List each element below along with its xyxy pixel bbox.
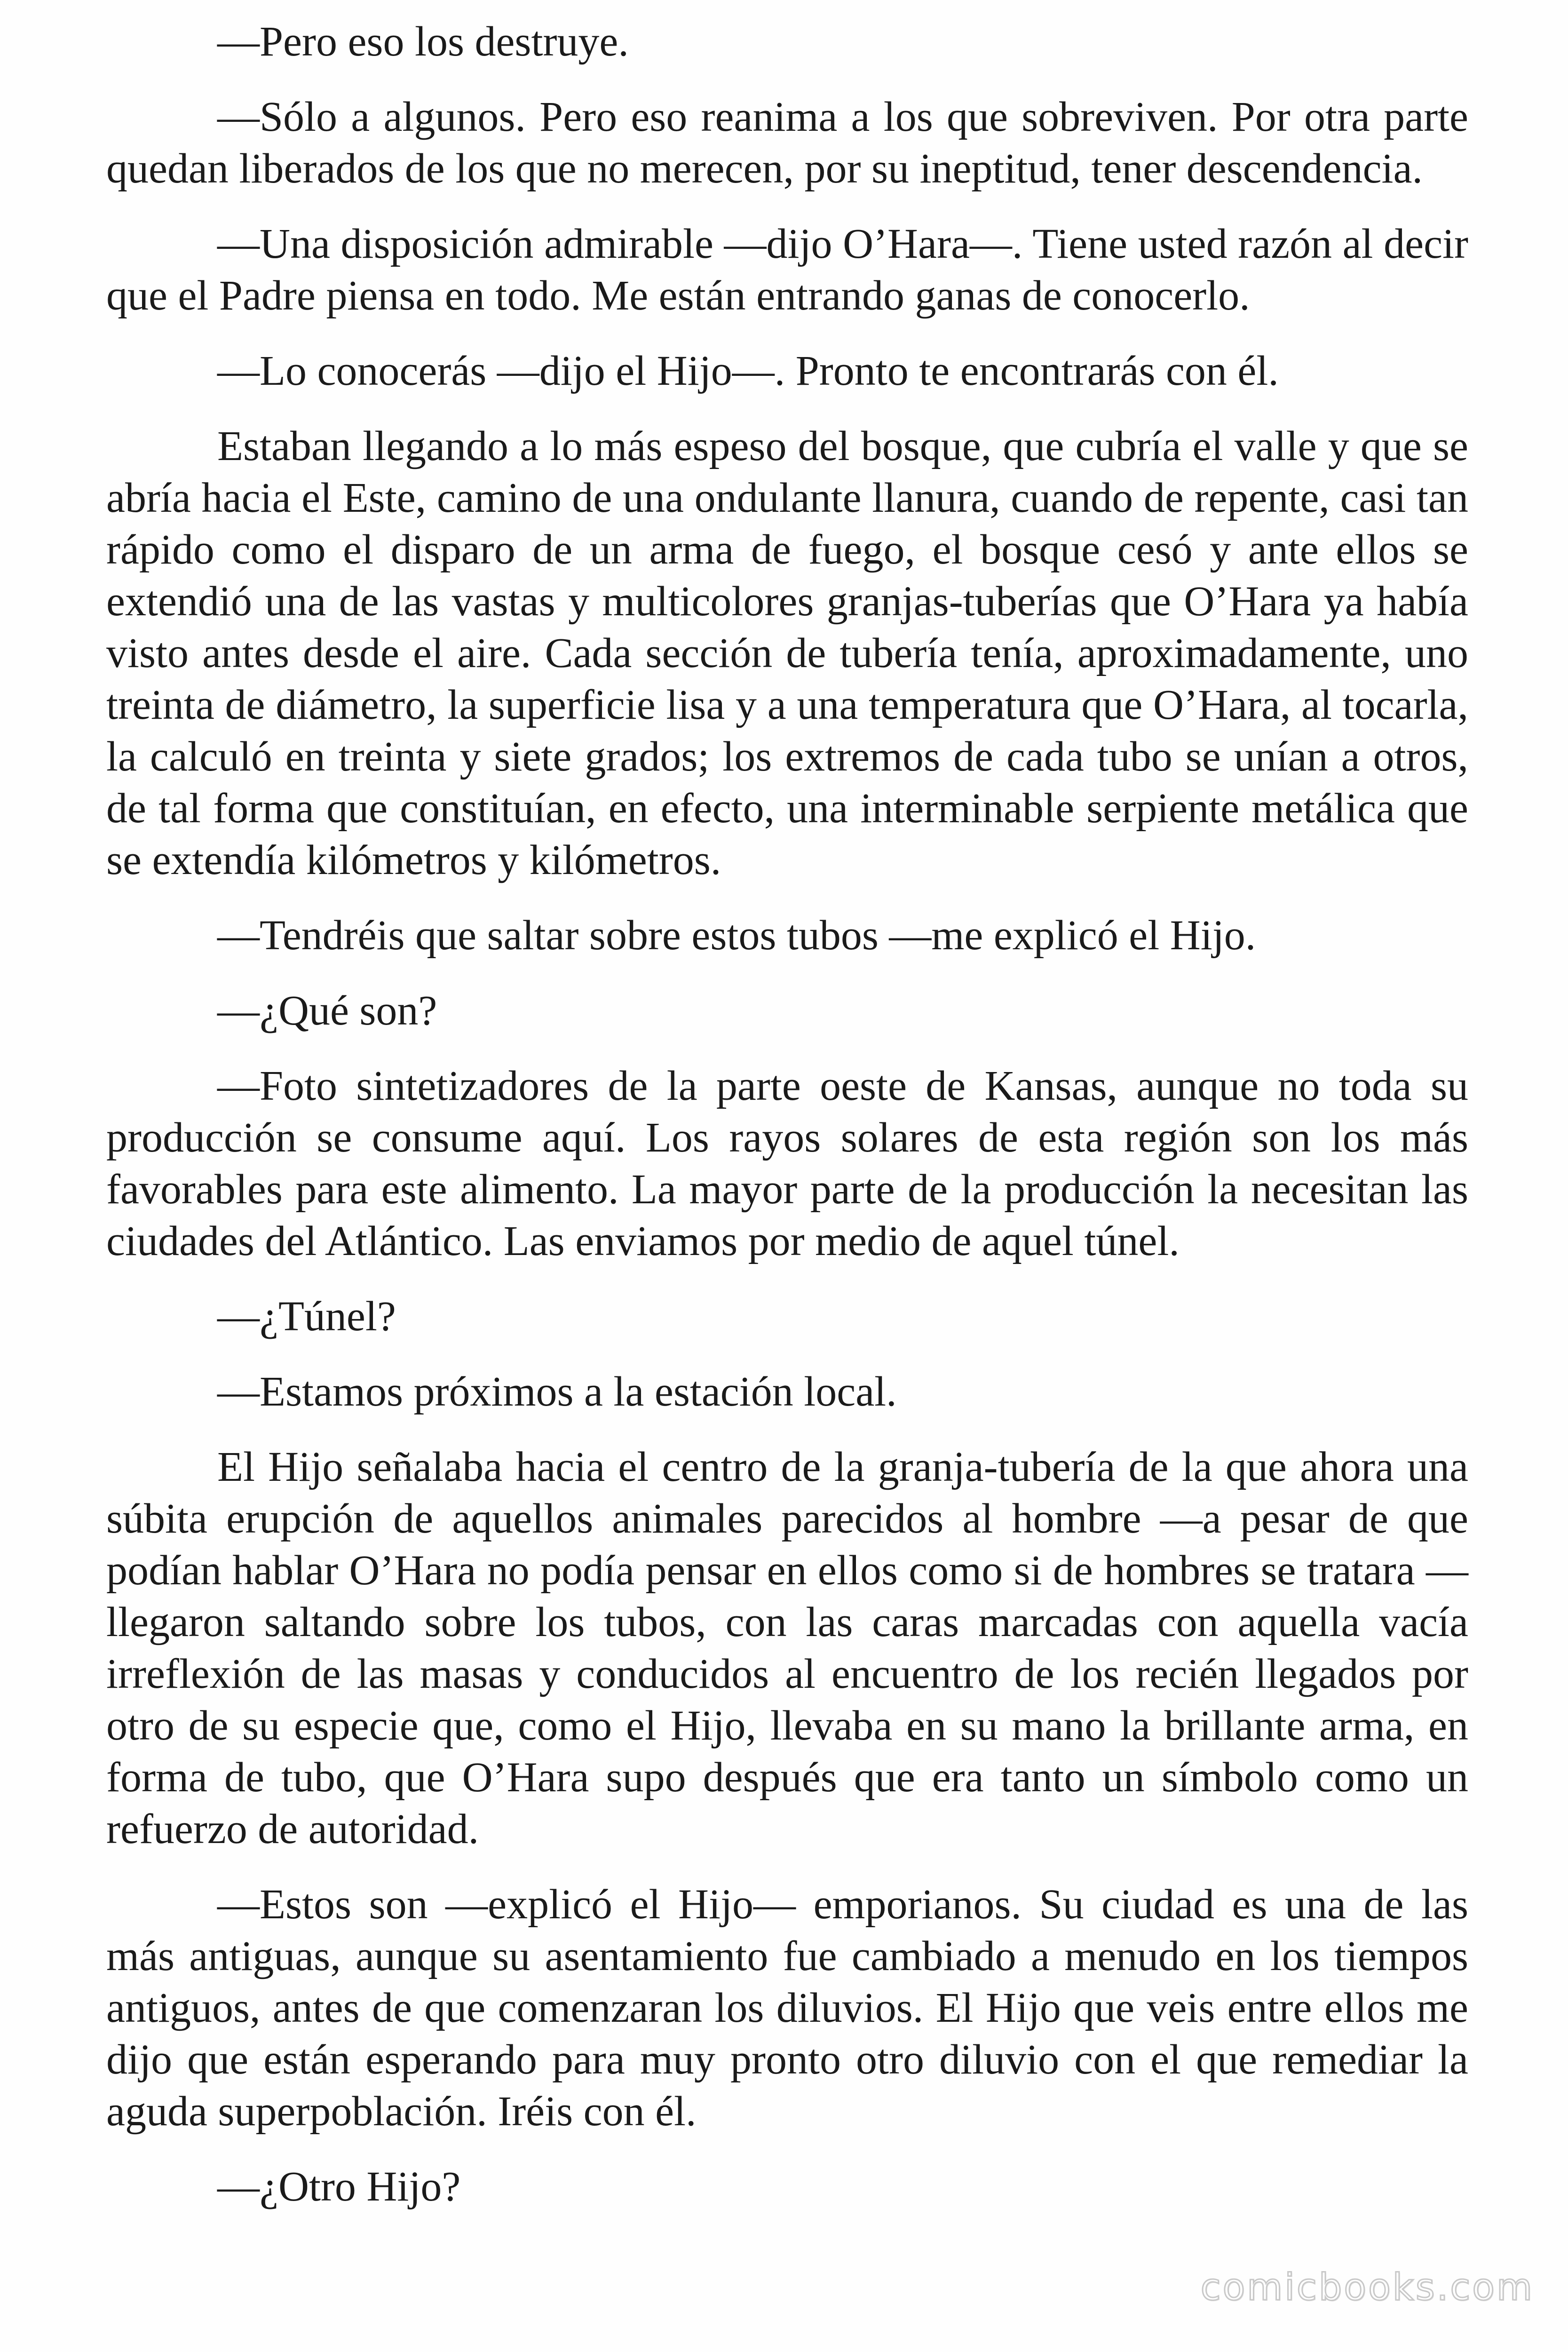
paragraph: —Sólo a algunos. Pero eso reanima a los que sobreviven. Por otra parte quedan liberados de los que no merecen, por su ineptitud, tener descendencia. — [106, 94, 1468, 192]
paragraph: —¿Qué son? — [217, 987, 437, 1034]
paragraph: —Tendréis que saltar sobre estos tubos —me explicó el Hijo. — [217, 912, 1256, 959]
watermark: comicbooks.com — [1200, 2266, 1534, 2309]
paragraph: —¿Otro Hijo? — [217, 2163, 461, 2210]
body-text — [106, 16, 1468, 2236]
paragraph: —Foto sintetizadores de la parte oeste de Kansas, aunque no toda su producción se consume aquí. Los rayos solares de esta región son los más favorables para este alimento. La mayor parte de la producción la necesitan las ciudades del Atlántico. Las enviamos por medio de aquel túnel. — [106, 1063, 1468, 1264]
paragraph: El Hijo señalaba hacia el centro de la granja-tubería de la que ahora una súbita erupción de aquellos animales parecidos al hombre —a pesar de que podían hablar O’Hara no podía pensar en ellos como si de hombres se tratara — llegaron saltando sobre los tubos, con las caras marcadas con aquella vacía irreflexión de las masas y conducidos al encuentro de los recién llegados por otro de su especie que, como el Hijo, llevaba en su mano la brillante arma, en forma de tubo, que O’Hara supo después que era tanto un símbolo como un refuerzo de autoridad. — [106, 1444, 1468, 1852]
paragraph: —Pero eso los destruye. — [217, 18, 629, 65]
paragraph: —¿Túnel? — [217, 1293, 396, 1340]
paragraph: —Estos son —explicó el Hijo— emporianos. Su ciudad es una de las más antiguas, aunque su asentamiento fue cambiado a menudo en los tiempos antiguos, antes de que comenzaran los diluvios. El Hijo que veis entre ellos me dijo que están esperando para muy pronto otro diluvio con el que remediar la aguda superpoblación. Iréis con él. — [106, 1881, 1468, 2135]
paragraph: —Estamos próximos a la estación local. — [217, 1368, 897, 1415]
paragraph: —Una disposición admirable —dijo O’Hara—. Tiene usted razón al decir que el Padre piensa en todo. Me están entrando ganas de conocerlo. — [106, 221, 1468, 319]
paragraph: Estaban llegando a lo más espeso del bosque, que cubría el valle y que se abría hacia el Este, camino de una ondulante llanura, cuando de repente, casi tan rápido como el disparo de un arma de fuego, el bosque cesó y ante ellos se extendió una de las vastas y multicolores granjas-tuberías que O’Hara ya había visto antes desde el aire. Cada sección de tubería tenía, aproximadamente, uno treinta de diámetro, la superficie lisa y a una temperatura que O’Hara, al tocarla, la calculó en treinta y siete grados; los extremos de cada tubo se unían a otros, de tal forma que constituían, en efecto, una interminable serpiente metálica que se extendía kilómetros y kilómetros. — [106, 423, 1468, 883]
paragraph: —Lo conocerás —dijo el Hijo—. Pronto te encontrarás con él. — [217, 348, 1279, 394]
